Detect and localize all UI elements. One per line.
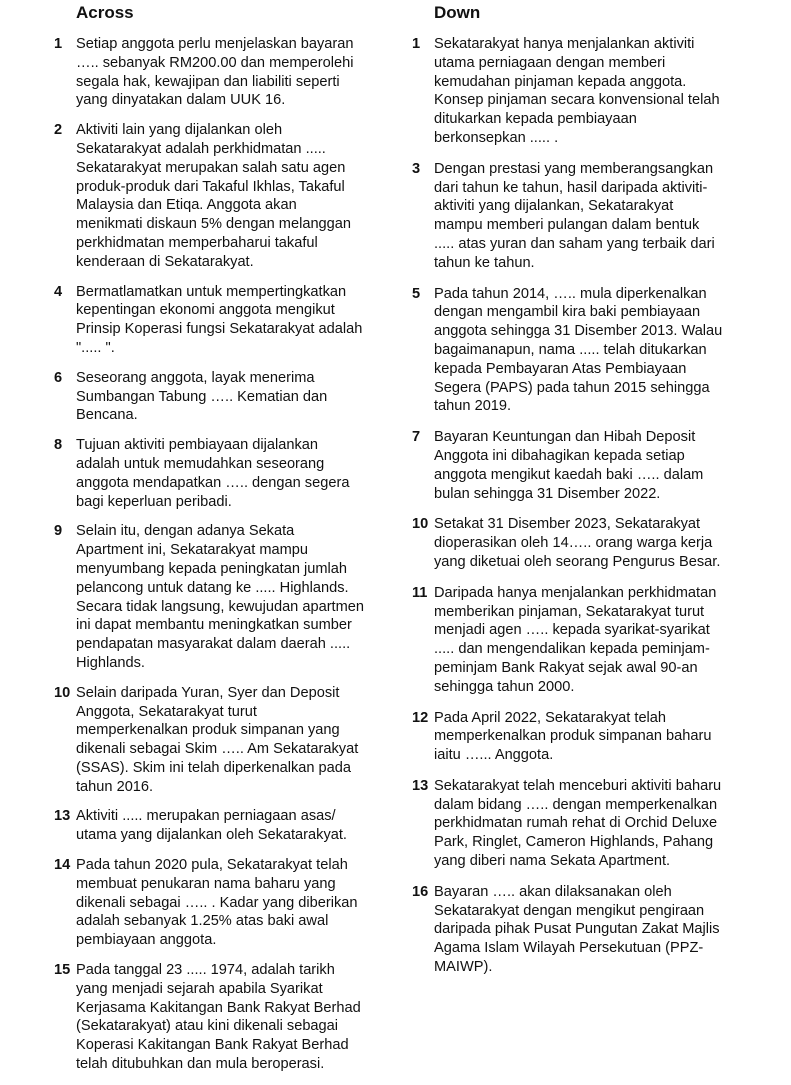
clue-item <box>412 515 752 571</box>
clue-line: pembiayaan anggota. <box>76 932 217 949</box>
down-column <box>412 2 752 989</box>
clue-line: adalah sebanyak 1.25% atas baki awal <box>76 913 329 930</box>
clue-item <box>412 584 752 697</box>
clue-line: tahun ke tahun. <box>434 254 535 271</box>
clue-text <box>434 584 752 697</box>
clue-line: Bayaran ….. akan dilaksanakan oleh <box>434 883 672 900</box>
clue-text <box>434 777 752 871</box>
clue-number: 11 <box>412 584 428 601</box>
clue-line: sehingga tahun 2000. <box>434 678 575 695</box>
clue-text <box>76 121 392 271</box>
clue-line: Bayaran Keuntungan dan Hibah Deposit <box>434 429 696 446</box>
clue-line: ..... atas yuran dan saham yang terbaik dari <box>434 235 715 252</box>
clue-number: 3 <box>412 160 421 177</box>
clue-line: bagaimanapun, nama ..... telah ditukarkan <box>434 341 707 358</box>
clue-line: dalam bidang ….. dengan memperkenalkan <box>434 796 718 813</box>
clue-text <box>76 684 392 797</box>
clue-line: Prinsip Koperasi fungsi Sekatarakyat adalah <box>76 321 363 338</box>
clue-item <box>54 961 392 1074</box>
clue-line: Aktiviti lain yang dijalankan oleh <box>76 122 283 139</box>
clue-item <box>54 807 392 845</box>
clue-number: 9 <box>54 523 63 540</box>
clue-number: 10 <box>412 516 429 533</box>
clue-text <box>434 35 752 148</box>
clue-number: 10 <box>54 684 71 701</box>
clue-line: utama yang dijalankan oleh Sekatarakyat. <box>76 827 347 844</box>
clue-line: dari tahun ke tahun, hasil daripada aktiviti- <box>434 179 708 196</box>
clue-line: yang dinyatakan dalam UUK 16. <box>76 92 286 109</box>
clue-line: Sumbangan Tabung ….. Kematian dan <box>76 388 328 405</box>
clue-line: berkonsepkan ..... . <box>434 129 559 146</box>
clue-number: 2 <box>54 122 63 139</box>
clue-line: bagi keperluan peribadi. <box>76 493 232 510</box>
clue-number: 12 <box>412 709 429 726</box>
clue-item <box>54 369 392 425</box>
clue-line: Anggota ini dibahagikan kepada setiap <box>434 447 685 464</box>
clue-number: 15 <box>54 962 71 979</box>
clue-text <box>434 285 752 417</box>
clue-line: (Sekatarakyat) atau kini dikenali sebagai <box>76 1018 339 1035</box>
clue-line: Bermatlamatkan untuk mempertingkatkan <box>76 283 347 300</box>
clue-line: Pada April 2022, Sekatarakyat telah <box>434 709 667 726</box>
clue-number: 16 <box>412 883 429 900</box>
clue-line: ..... dan mengendalikan kepada peminjam- <box>434 641 710 658</box>
clue-item <box>412 35 752 148</box>
clue-line: Tujuan aktiviti pembiayaan dijalankan <box>76 437 319 454</box>
clue-line: Secara tidak langsung, kewujudan apartmen <box>76 598 365 615</box>
clue-line: Dengan prestasi yang memberangsangkan <box>434 160 714 177</box>
clue-line: Sekatarakyat adalah perkhidmatan ..... <box>76 140 326 157</box>
across-heading: Across <box>76 3 134 22</box>
clue-line: yang diberi nama Sekata Apartment. <box>434 853 671 870</box>
clue-line: perkhidmatan rumah rehat di Orchid Deluxe <box>434 815 718 832</box>
clue-line: adalah untuk memudahkan seseorang <box>76 455 325 472</box>
across-column <box>54 2 392 1085</box>
clue-line: telah ditubuhkan dan mula beroperasi. <box>76 1056 325 1073</box>
clue-line: (SSAS). Skim ini telah diperkenalkan pada <box>76 759 351 776</box>
clue-line: Kerjasama Kakitangan Bank Rakyat Berhad <box>76 999 361 1016</box>
clue-item <box>54 121 392 271</box>
clue-line: kemudahan pinjaman kepada anggota. <box>434 73 687 90</box>
clue-line: perkhidmatan memperbaharui takaful <box>76 234 318 251</box>
clue-line: Anggota, Sekatarakyat turut <box>76 703 257 720</box>
clue-line: Park, Ringlet, Cameron Highlands, Pahang <box>434 834 714 851</box>
clue-line: Daripada hanya menjalankan perkhidmatan <box>434 584 717 601</box>
clue-number: 14 <box>54 857 71 874</box>
clue-line: membuat penukaran nama baharu yang <box>76 875 336 892</box>
clue-line: tahun 2016. <box>76 778 154 795</box>
clue-item <box>54 436 392 511</box>
clue-number: 8 <box>54 437 63 454</box>
clue-line: Seseorang anggota, layak menerima <box>76 369 315 386</box>
clue-line: "..... ". <box>76 339 115 356</box>
clue-line: produk-produk dari Takaful Ikhlas, Takaful <box>76 178 345 195</box>
clue-item <box>412 285 752 417</box>
clue-item <box>54 684 392 797</box>
clue-number: 13 <box>54 808 71 825</box>
clue-line: memperkenalkan produk simpanan baharu <box>434 728 712 745</box>
clue-number: 1 <box>412 36 421 52</box>
clue-text <box>76 856 392 950</box>
clue-item <box>54 283 392 358</box>
clue-line: ini dapat membantu meningkatkan sumber <box>76 617 352 634</box>
clue-line: daripada pihak Pusat Pungutan Zakat Majlis <box>434 921 720 938</box>
clue-number: 13 <box>412 777 429 794</box>
clue-line: memberikan pinjaman, Sekatarakyat turut <box>434 603 705 620</box>
clue-line: ….. sebanyak RM200.00 dan memperolehi <box>76 54 354 71</box>
clue-text <box>76 369 392 425</box>
clue-line: anggota mendapatkan ….. dengan segera <box>76 474 350 491</box>
clue-item <box>54 522 392 672</box>
down-clue-list <box>412 35 752 977</box>
clue-line: iaitu …... Anggota. <box>434 747 554 764</box>
clue-line: anggota sehingga 31 Disember 2013. Walau <box>434 323 723 340</box>
clue-line: tahun 2019. <box>434 398 512 415</box>
clue-item <box>412 428 752 503</box>
clue-number: 4 <box>54 283 63 300</box>
clue-line: menjadi agen ….. kepada syarikat-syarikat <box>434 622 710 639</box>
across-clue-list <box>54 35 392 1074</box>
clue-number: 6 <box>54 369 63 386</box>
clue-line: Segera (PAPS) pada tahun 2015 sehingga <box>434 379 710 396</box>
clue-item <box>54 35 392 110</box>
clue-line: aktiviti yang dijalankan, Sekatarakyat <box>434 198 674 215</box>
clue-line: Selain daripada Yuran, Syer dan Deposit <box>76 684 340 701</box>
clue-text <box>76 283 392 358</box>
clue-line: pelancong untuk datang ke ..... Highlands. <box>76 579 349 596</box>
clue-line: bulan sehingga 31 Disember 2022. <box>434 485 661 502</box>
clue-line: Malaysia dan Etiqa. Anggota akan <box>76 197 297 214</box>
clue-text <box>434 883 752 977</box>
clue-line: memperkenalkan produk simpanan yang <box>76 722 340 739</box>
clue-text <box>76 436 392 511</box>
clue-line: Setakat 31 Disember 2023, Sekatarakyat <box>434 516 701 533</box>
clue-text <box>76 807 392 845</box>
clue-line: kepentingan ekonomi anggota mengikut <box>76 302 335 319</box>
clue-number: 5 <box>412 285 421 302</box>
clue-item <box>412 709 752 765</box>
clue-line: menikmati diskaun 5% dengan melanggan <box>76 216 352 233</box>
clue-line: Aktiviti ..... merupakan perniagaan asas/ <box>76 808 336 825</box>
clue-number: 7 <box>412 429 421 446</box>
clue-line: kenderaan di Sekatarakyat. <box>76 253 254 270</box>
clue-number: 1 <box>54 36 63 52</box>
clue-line: Sekatarakyat telah menceburi aktiviti baharu <box>434 777 722 794</box>
clue-line: Pada tahun 2014, ….. mula diperkenalkan <box>434 285 707 302</box>
clue-text <box>76 35 392 110</box>
clue-line: Highlands. <box>76 654 145 671</box>
clue-item <box>412 883 752 977</box>
clue-item <box>54 856 392 950</box>
clue-item <box>412 777 752 871</box>
clue-line: dikenali sebagai Skim ….. Am Sekatarakyat <box>76 741 359 758</box>
clue-line: Koperasi Kakitangan Bank Rakyat Berhad <box>76 1037 349 1054</box>
clue-line: menyumbang kepada peningkatan jumlah <box>76 560 347 577</box>
clue-line: peminjam Bank Rakyat sejak awal 90-an <box>434 659 698 676</box>
clue-line: Konsep pinjaman secara konvensional telah <box>434 92 720 109</box>
down-heading: Down <box>434 3 481 22</box>
clue-line: Apartment ini, Sekatarakyat mampu <box>76 542 308 559</box>
clue-text <box>434 428 752 503</box>
clue-line: dioperasikan oleh 14….. orang warga kerja <box>434 535 713 552</box>
clue-line: yang menjadi sejarah apabila Syarikat <box>76 980 323 997</box>
clue-line: Bencana. <box>76 407 138 424</box>
clue-line: kepada Pembayaran Atas Pembiayaan <box>434 360 687 377</box>
clue-line: Sekatarakyat dengan mengikut pengiraan <box>434 902 705 919</box>
clue-text <box>434 709 752 765</box>
clue-text <box>76 522 392 672</box>
clue-line: Selain itu, dengan adanya Sekata <box>76 523 295 540</box>
clue-line: Agama Islam Wilayah Persekutuan (PPZ- <box>434 940 704 957</box>
clue-line: pendapatan masyarakat dalam daerah ..... <box>76 636 351 653</box>
clue-line: Setiap anggota perlu menjelaskan bayaran <box>76 36 354 52</box>
clue-line: Sekatarakyat hanya menjalankan aktiviti <box>434 36 695 52</box>
clue-line: dikenali sebagai ….. . Kadar yang diberikan <box>76 894 358 911</box>
clue-line: utama perniagaan dengan memberi <box>434 54 666 71</box>
clue-line: Pada tahun 2020 pula, Sekatarakyat telah <box>76 857 348 874</box>
clue-text <box>76 961 392 1074</box>
clue-item <box>412 160 752 273</box>
clue-line: anggota mengikut kaedah baki ….. dalam <box>434 466 704 483</box>
clue-line: Sekatarakyat merupakan salah satu agen <box>76 159 346 176</box>
clue-line: segala hak, kewajipan dan liabiliti seperti <box>76 73 340 90</box>
clue-line: yang diketuai oleh seorang Pengurus Besar. <box>434 553 721 570</box>
clue-line: ditukarkan kepada pembiayaan <box>434 111 637 128</box>
clue-line: MAIWP). <box>434 959 493 976</box>
clue-text <box>434 515 752 571</box>
clue-line: mampu memberi pulangan dalam bentuk <box>434 217 700 234</box>
clue-line: dengan mengambil kira baki pembiayaan <box>434 304 701 321</box>
clue-text <box>434 160 752 273</box>
clue-line: Pada tanggal 23 ..... 1974, adalah tarikh <box>76 962 335 979</box>
